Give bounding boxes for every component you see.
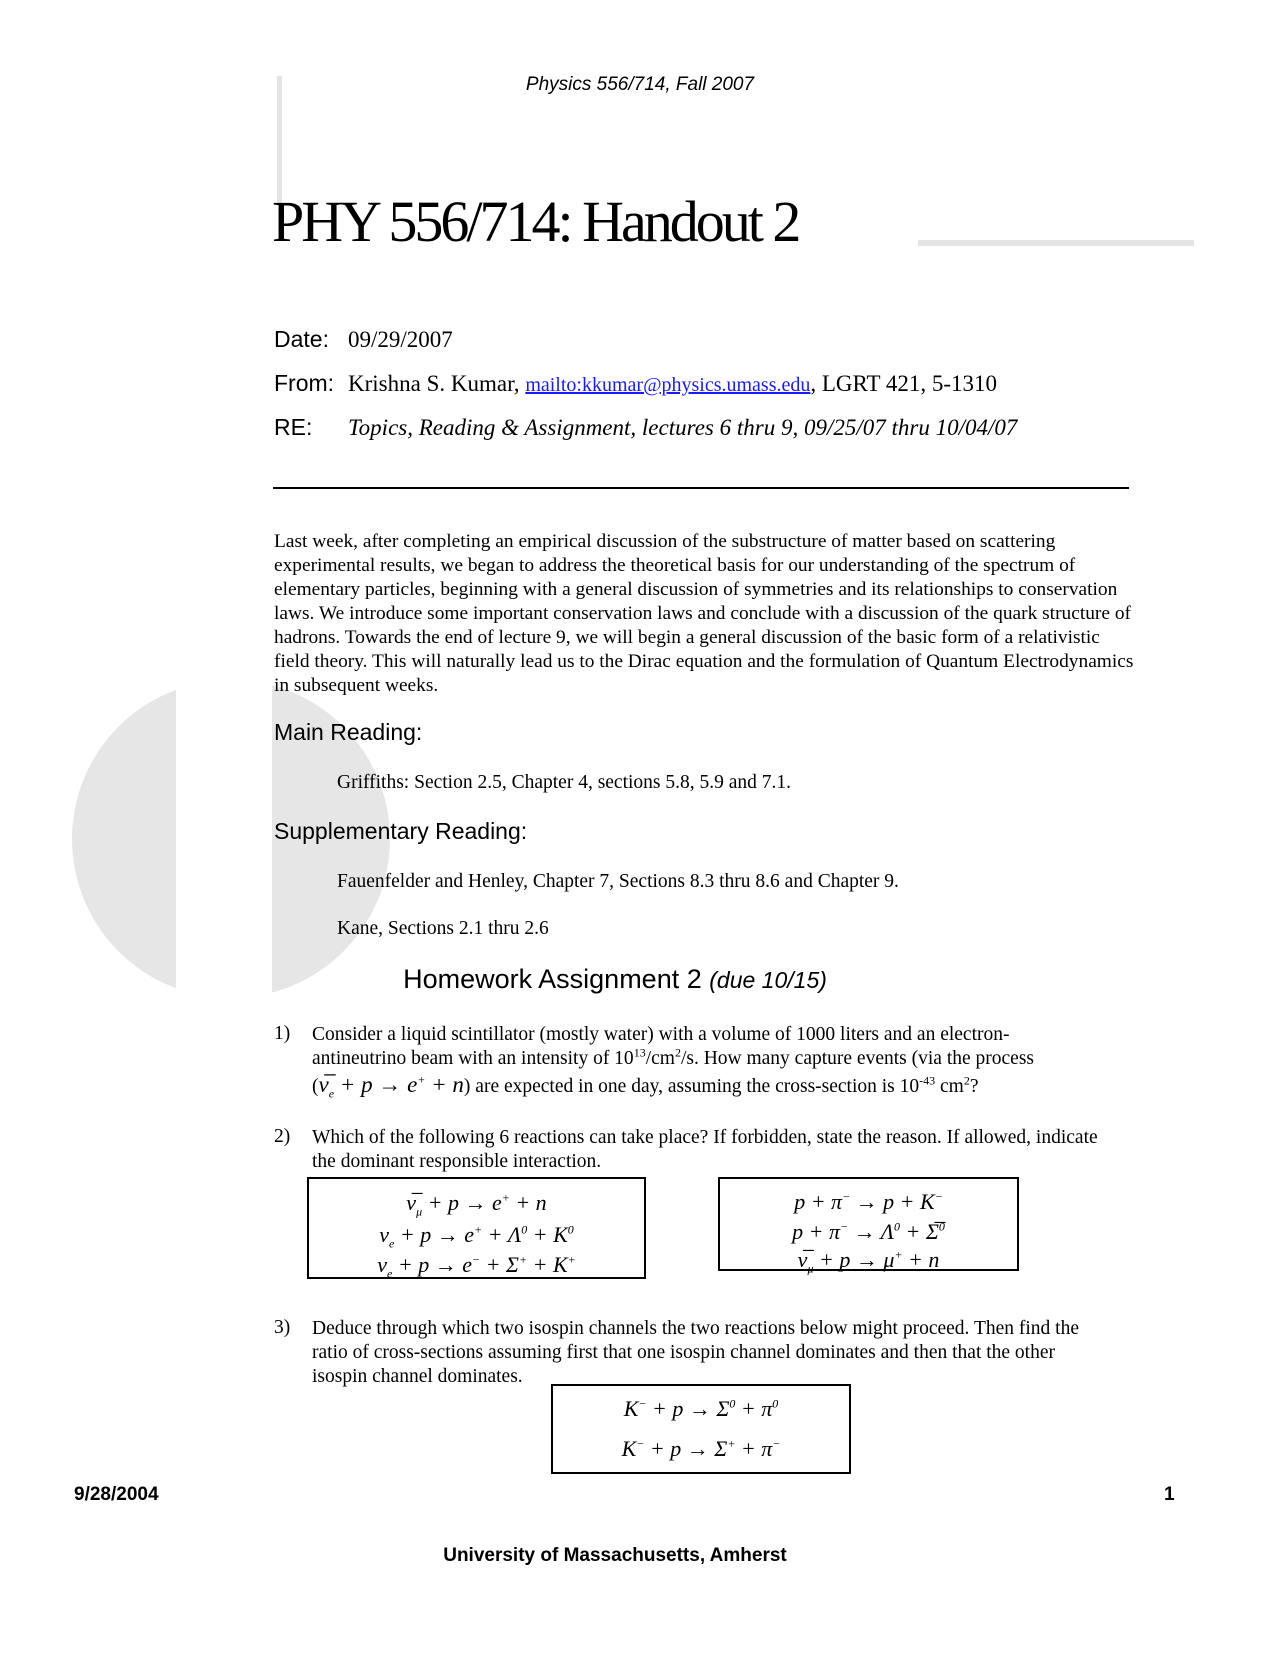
supplementary-reading-item: Kane, Sections 2.1 thru 2.6 xyxy=(337,918,549,939)
main-reading-heading: Main Reading: xyxy=(274,719,423,745)
page-number: 1 xyxy=(1164,1484,1175,1505)
question-1-text xyxy=(312,1023,1112,1099)
intro-paragraph: Last week, after completing an empirical discussion of the substructure of matter based on scattering experimental results, we began to address the theoretical basis for our understanding of the spectrum of elementary particles, beginning with a general discussion of symmetries and its relationships to conservation laws. We introduce some important conservation laws and conclude with a discussion of the quark structure of hadrons. Towards the end of lecture 9, we will begin a general discussion of the basic form of a relativistic field theory. This will naturally lead us to the Dirac equation and the formulation of Quantum Electrodynamics in subsequent weeks. xyxy=(274,531,1134,696)
reactions-box-left xyxy=(307,1177,646,1279)
footer-date: 9/28/2004 xyxy=(74,1484,159,1505)
antineutrino-capture-equation: $\nu̅_e + p \to e^+ + n$ xyxy=(318,1072,464,1101)
question-2-text: Which of the following 6 reactions can take place? If forbidden, state the reason. If allowed, indicate the dominant responsible interaction. xyxy=(312,1127,1098,1172)
from-name: Krishna S. Kumar, xyxy=(348,371,526,396)
re-row xyxy=(274,414,1017,441)
reaction-equation: $K^- + p \to \Sigma^0 + \pi^0$ xyxy=(623,1396,779,1421)
email-link[interactable]: mailto:kkumar@physics.umass.edu xyxy=(525,374,811,396)
question-1-line-3: $(\nu̅_e + p \to e^+ + n)$ are expected in one day, assuming the cross-section is $10^{-43}$ $cm^2$? xyxy=(312,1072,979,1101)
reaction-equation: $\nu_e + p \to e^- + \Sigma^+ + K^+$ xyxy=(377,1252,576,1281)
reaction-equation: $\nu̅_\mu + p \to \mu^+ + n$ xyxy=(797,1247,940,1276)
supplementary-reading-item: Fauenfelder and Henley, Chapter 7, Sections 8.3 thru 8.6 and Chapter 9. xyxy=(337,871,899,892)
isospin-reactions-box xyxy=(551,1384,851,1474)
from-row xyxy=(274,370,997,397)
question-1-number: 1) xyxy=(274,1023,291,1044)
homework-title-text: Homework Assignment 2 xyxy=(403,964,702,994)
reaction-equation: $\nu̅_\mu + p \to e^+ + n$ xyxy=(406,1190,547,1219)
decorative-horizontal-bar xyxy=(918,240,1194,246)
reaction-equation: K− + p → Σ+ + π− xyxy=(621,1436,781,1461)
date-label: Date: xyxy=(274,326,329,352)
date-row xyxy=(274,326,453,353)
question-2-number: 2) xyxy=(274,1126,291,1147)
reaction-equation: p + π− → p + K− xyxy=(794,1189,943,1214)
reaction-equation: $\nu_e + p \to e^+ + \Lambda^0 + K^0$ xyxy=(379,1222,574,1251)
homework-title xyxy=(0,964,1230,995)
question-1-line-2: antineutrino beam with an intensity of $10^{13}/cm^2/s$. How many capture events (via the process xyxy=(312,1045,1034,1069)
question-1-line-1: Consider a liquid scintillator (mostly water) with a volume of 1000 liters and an electron- xyxy=(312,1024,1010,1045)
homework-due: (due 10/15) xyxy=(709,967,827,993)
date-value: 09/29/2007 xyxy=(348,327,453,352)
supplementary-reading-heading: Supplementary Reading: xyxy=(274,818,528,844)
from-label: From: xyxy=(274,370,335,396)
divider-rule xyxy=(273,487,1129,489)
from-rest: , LGRT 421, 5-1310 xyxy=(810,371,998,396)
reactions-box-right xyxy=(718,1177,1019,1276)
reaction-equation: $p + \pi^- \to \Lambda^0$ + Σ̅$^0$ xyxy=(792,1219,945,1244)
question-3-number: 3) xyxy=(274,1317,291,1338)
page-header: Physics 556/714, Fall 2007 xyxy=(525,74,755,95)
re-label: RE: xyxy=(274,414,313,440)
page-title: PHY 556/714: Handout 2 xyxy=(272,189,799,254)
question-3-text: Deduce through which two isospin channels the two reactions below might proceed. Then find the ratio of cross-sections assuming first that one isospin channel dominates and then that the other isospin channel dominates. xyxy=(312,1318,1079,1387)
footer-university: University of Massachusetts, Amherst xyxy=(443,1545,787,1566)
main-reading-item: Griffiths: Section 2.5, Chapter 4, sections 5.8, 5.9 and 7.1. xyxy=(337,772,792,793)
re-value: Topics, Reading & Assignment, lectures 6 thru 9, 09/25/07 thru 10/04/07 xyxy=(348,415,1018,440)
